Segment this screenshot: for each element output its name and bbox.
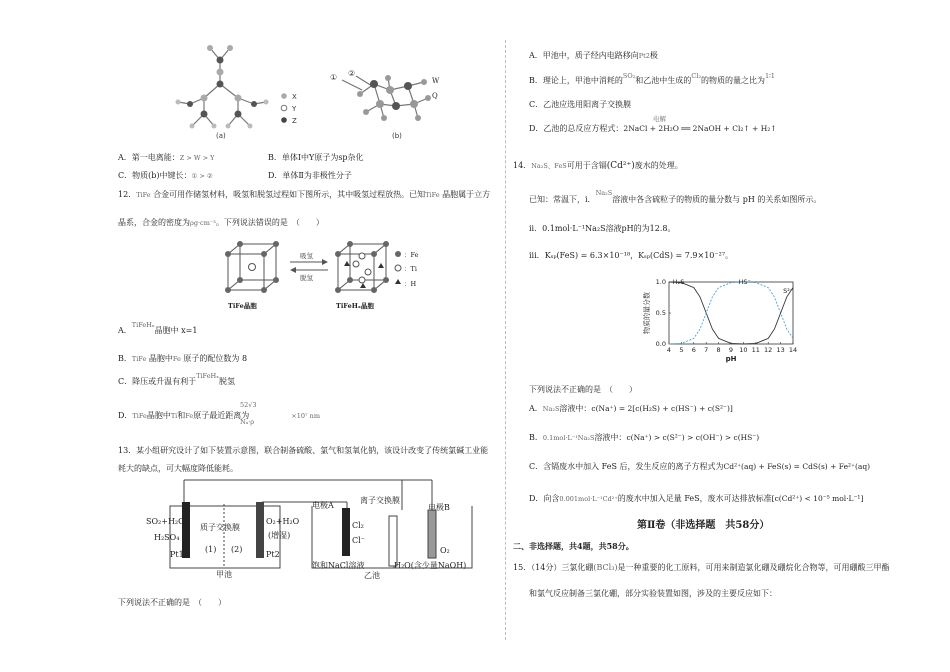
q14-given-iii: iii．Kₛₚ(FeS) = 6.3×10⁻¹⁸，Kₛₚ(CdS) = 7.9×10⁻²⁷。: [529, 251, 734, 260]
release-label: 脱氢: [300, 274, 313, 282]
absorb-label: 吸氢: [300, 252, 313, 260]
q13-stem-line2: 耗大的缺点，可大幅度降低能耗。: [118, 464, 238, 473]
x-tick-label: 10: [739, 346, 748, 354]
label-humidified: (增湿): [268, 531, 291, 540]
label-pt2: Pt2: [266, 550, 280, 559]
q15-stem-line2: 和氯气反应制备三氯化硼，部分实验装置如图，涉及的主要反应如下：: [529, 589, 777, 598]
series-annotation: H₂S: [672, 277, 685, 286]
x-axis-label: pH: [725, 355, 737, 363]
y-axis-label: 物质的量分数: [643, 292, 651, 334]
bond-label-1: ①: [330, 73, 338, 82]
right-column: [513, 0, 913, 672]
q11-option-d[interactable]: D．单体Ⅱ为非极性分子: [268, 171, 352, 180]
caption-a: (a): [216, 132, 226, 140]
electrode-a: [342, 508, 350, 556]
label-o2: O₂: [440, 546, 450, 555]
legend-w-label: W: [432, 77, 440, 85]
q12-option-a[interactable]: A．$^{TiFeH_x}$晶胞中 x=1: [118, 321, 198, 335]
chart-plot-frame: [669, 282, 793, 344]
legend-x: X: [292, 93, 297, 101]
legend-h: ：H: [404, 280, 417, 288]
label-yi-cell: 乙池: [364, 571, 380, 580]
figure-molecules-ab: [162, 40, 432, 140]
q11-option-c[interactable]: C．物质(b)中键长：① > ②: [118, 171, 213, 180]
legend-ti: ：Ti: [404, 265, 417, 273]
x-tick-label: 13: [776, 346, 785, 354]
q12-option-d-denominator: Nₐ·ρ: [240, 418, 255, 426]
series-annotation: S²⁻: [783, 287, 794, 296]
pt2-electrode: [256, 502, 264, 558]
ion-exchange-membrane: [389, 516, 397, 566]
q12-option-b[interactable]: B．TiFe 晶胞中Fe 原子的配位数为 8: [118, 354, 248, 363]
label-h2so4: H₂SO₄: [154, 533, 180, 542]
electrode-b: [428, 510, 436, 558]
q13-stem-line1: 13．某小组研究设计了如下装置示意图，联合制备硫酸、氯气和氢氧化钠，该设计改变了传统氯碱工业能: [118, 446, 489, 455]
label-electrode-a: 电极A: [312, 501, 334, 510]
q14-option-d[interactable]: D．向含0.001mol·L⁻¹Cd²⁺的废水中加入足量 FeS，废水可达排放标准[c(Cd²⁺) < 10⁻⁵ mol·L⁻¹]: [529, 494, 864, 503]
q14-option-c[interactable]: C．含镉废水中加入 FeS 后，发生反应的离子方程式为Cd²⁺(aq) + FeS(s) = CdS(s) + Fe²⁺(aq): [529, 462, 871, 471]
x-tick-label: 9: [728, 346, 734, 354]
caption-tifehx: TiFeHₓ晶胞: [336, 302, 374, 310]
legend-z: Z: [292, 117, 297, 125]
y-tick-label: 1.0: [655, 278, 666, 286]
label-o2-h2o: O₂+H₂O: [266, 517, 300, 526]
q11-option-b[interactable]: B．单体Ⅰ中Y原子为sp杂化: [268, 153, 364, 162]
left-column: [112, 0, 496, 672]
label-cl2: Cl₂: [352, 521, 364, 530]
label-cell-2: (2): [231, 545, 243, 554]
q14-stem-line1: 14．Na₂S、FeS可用于含镉(Cd²⁺)废水的处理。: [513, 161, 683, 171]
q12-option-d[interactable]: D．TiFe晶胞中Ti和Fe原子最近距离为 ×10⁷ nm: [118, 411, 321, 420]
label-electrode-b: 电极B: [428, 503, 450, 512]
x-tick-label: 6: [691, 346, 696, 354]
q13-option-c[interactable]: C．乙池应选用阳离子交换膜: [529, 100, 632, 109]
series-line-1: [669, 282, 793, 344]
series-line-2: [743, 288, 793, 344]
section-2-title: 第Ⅱ卷（非选择题 共58分）: [637, 520, 770, 531]
legend-q-label: Q: [432, 92, 438, 100]
q14-option-a[interactable]: A．Na₂S溶液中：c(Na⁺) = 2[c(H₂S) + c(HS⁻) + c(S²⁻)]: [529, 404, 733, 413]
q13-option-b[interactable]: B．理论上，甲池中消耗的$^{SO_2}$和乙池中生成的$^{Cl_2}$的物质的量之比为$^{1∶1}$: [529, 72, 775, 85]
q14-given-ii: ii．0.1mol·L⁻¹Na₂S溶液pH的为12.8。: [529, 224, 676, 233]
x-tick-label: 5: [679, 346, 684, 354]
label-jia-cell: 甲池: [216, 570, 232, 579]
x-tick-label: 7: [704, 346, 709, 354]
label-nacl-solution: 饱和NaCl溶液: [312, 561, 365, 570]
x-tick-label: 11: [751, 346, 760, 354]
q12-option-d-numerator: 52√3: [240, 401, 257, 409]
label-so2-h2o: SO₂+H₂O: [146, 517, 185, 526]
label-cl-ion: Cl⁻: [352, 536, 365, 545]
q13-option-d[interactable]: D．乙池的总反应方程式：2NaCl + 2H₂O ══ 2NaOH + Cl₂↑ + H₂↑: [529, 124, 777, 133]
q11-option-a[interactable]: A．第一电离能：Z > W > Y: [118, 153, 215, 162]
q13-option-d-condition: 电解: [653, 115, 666, 123]
q14-given-i: 已知：常温下，i．$^{Na_2S}$溶液中各含硫粒子的物质的量分数与 pH 的关系如图所示。: [529, 189, 822, 204]
q13-ask: 下列说法不正确的是 （ ）: [118, 598, 226, 607]
q13-option-a[interactable]: A．甲池中，质子经内电路移向Pt2极: [529, 51, 658, 60]
q14-ask: 下列说法不正确的是 （ ）: [529, 385, 637, 394]
caption-tife: TiFe晶胞: [228, 302, 257, 310]
bond-label-2: ②: [348, 69, 356, 78]
caption-b: (b): [392, 132, 402, 140]
column-divider: [505, 40, 506, 640]
legend-fe: ：Fe: [404, 251, 419, 259]
q15-stem-line1: 15．（14分）三氯化硼(BCl₃)是一种重要的化工原料，可用来制造氯化硼及硼烷化合物等，可用硼酸三甲酯: [513, 563, 890, 572]
x-tick-label: 8: [716, 346, 721, 354]
section-2-subtitle: 二、非选择题，共4题，共58分。: [513, 541, 634, 551]
label-ion-membrane: 离子交换膜: [360, 496, 400, 505]
q12-option-c[interactable]: C．降压或升温有利于$^{TiFeH_x}$脱氢: [118, 372, 235, 386]
legend-y: Y: [292, 105, 297, 113]
y-tick-label: 0.5: [655, 309, 666, 317]
label-cell-1: (1): [205, 545, 217, 554]
q14-option-b[interactable]: B．0.1mol·L⁻¹Na₂S溶液中：c(Na⁺) > c(S²⁻) > c(OH⁻) > c(HS⁻): [529, 433, 760, 442]
x-tick-label: 14: [788, 346, 798, 354]
y-tick-label: 0.0: [655, 340, 666, 348]
label-proton-membrane: 质子交换膜: [200, 523, 240, 532]
series-annotation: HS⁻: [738, 277, 751, 286]
q12-stem-line2: 晶系，合金的密度为ρg·cm⁻³。下列说法错误的是 （ ）: [118, 218, 324, 227]
sulfur-species-distribution-chart: [631, 270, 811, 374]
q12-stem-line1: 12．TiFe 合金可用作储氢材料，吸氢和脱氢过程如下图所示，其中吸氢过程放热。已知TiFe 晶胞属于立方: [118, 190, 491, 199]
x-tick-label: 12: [764, 346, 773, 354]
label-pt1: Pt1: [170, 550, 184, 559]
label-h2o-naoh: H₂O(含少量NaOH): [394, 561, 467, 570]
x-tick-label: 4: [666, 346, 672, 354]
